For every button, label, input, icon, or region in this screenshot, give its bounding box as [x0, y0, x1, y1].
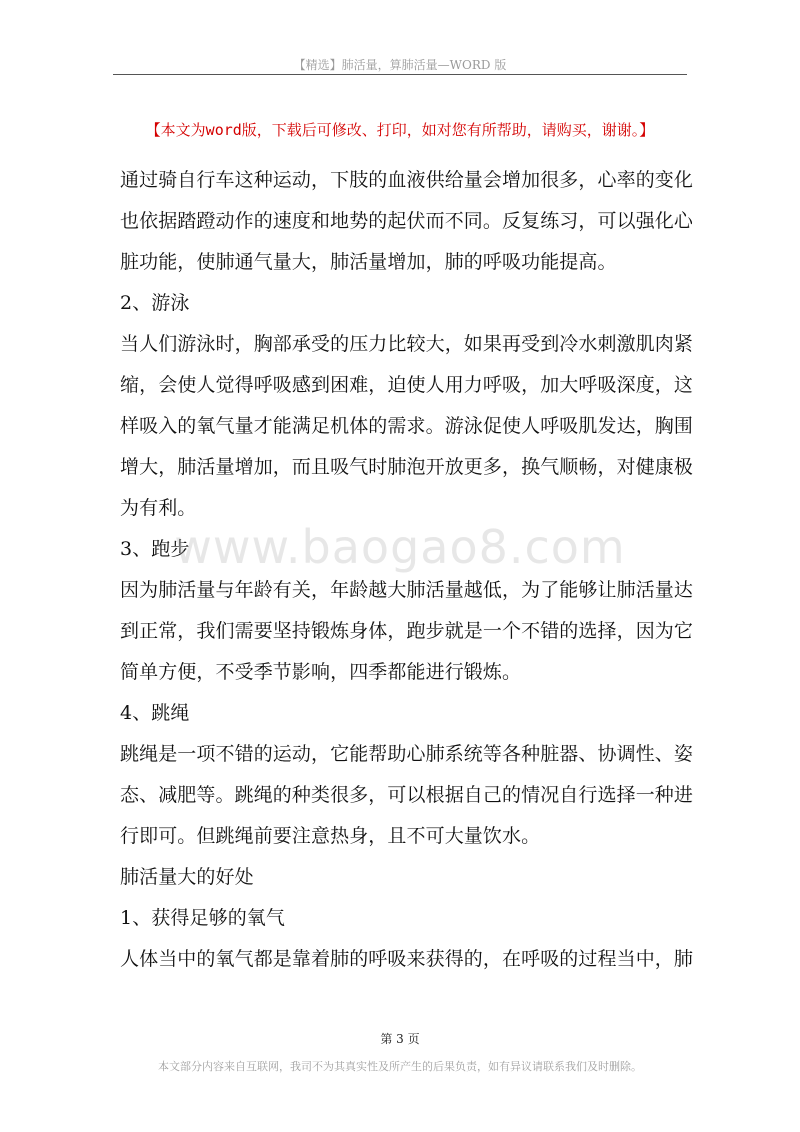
subsection-heading-oxygen: 1、获得足够的氧气 [120, 907, 285, 929]
body-line: 到正常，我们需要坚持锻炼身体，跑步就是一个不错的选择，因为它 [120, 620, 694, 642]
body-line: 缩，会使人觉得呼吸感到困难，迫使人用力呼吸，加大呼吸深度，这 [120, 374, 694, 396]
header-divider [113, 74, 687, 75]
body-line: 态、减肥等。跳绳的种类很多，可以根据自己的情况自行选择一种进 [120, 784, 694, 806]
body-line: 样吸入的氧气量才能满足机体的需求。游泳促使人呼吸肌发达，胸围 [120, 415, 694, 437]
body-line: 通过骑自行车这种运动，下肢的血液供给量会增加很多，心率的变化 [120, 169, 694, 191]
body-line: 简单方便，不受季节影响，四季都能进行锻炼。 [120, 661, 522, 683]
purchase-notice: 【本文为word版，下载后可修改、打印，如对您有所帮助，请购买，谢谢。】 [145, 121, 655, 139]
body-line: 因为肺活量与年龄有关，年龄越大肺活量越低，为了能够让肺活量达 [120, 579, 694, 601]
page-number: 第 3 页 [380, 1032, 420, 1046]
body-line: 跳绳是一项不错的运动，它能帮助心肺系统等各种脏器、协调性、姿 [120, 743, 694, 765]
body-line: 脏功能，使肺通气量大，肺活量增加，肺的呼吸功能提高。 [120, 251, 617, 273]
footer-disclaimer: 本文部分内容来自互联网，我司不为其真实性及所产生的后果负责，如有异议请联系我们及时删除。 [158, 1060, 642, 1073]
body-line: 也依据踏蹬动作的速度和地势的起伏而不同。反复练习，可以强化心 [120, 210, 694, 232]
body-line: 增大，肺活量增加，而且吸气时肺泡开放更多，换气顺畅，对健康极 [120, 456, 694, 478]
document-body [120, 160, 694, 980]
section-heading-benefits: 肺活量大的好处 [120, 866, 254, 888]
body-line: 行即可。但跳绳前要注意热身，且不可大量饮水。 [120, 825, 541, 847]
section-heading-jump-rope: 4、跳绳 [120, 702, 190, 724]
section-heading-swimming: 2、游泳 [120, 292, 190, 314]
body-line: 人体当中的氧气都是靠着肺的呼吸来获得的，在呼吸的过程当中，肺 [120, 948, 694, 970]
watermark: www.baogao8.com [174, 520, 626, 574]
section-heading-running: 3、跑步 [120, 538, 190, 560]
body-line: 为有利。 [120, 497, 197, 519]
page-header: 【精选】肺活量，算肺活量—WORD 版 [293, 58, 507, 72]
body-line: 当人们游泳时，胸部承受的压力比较大，如果再受到冷水刺激肌肉紧 [120, 333, 694, 355]
